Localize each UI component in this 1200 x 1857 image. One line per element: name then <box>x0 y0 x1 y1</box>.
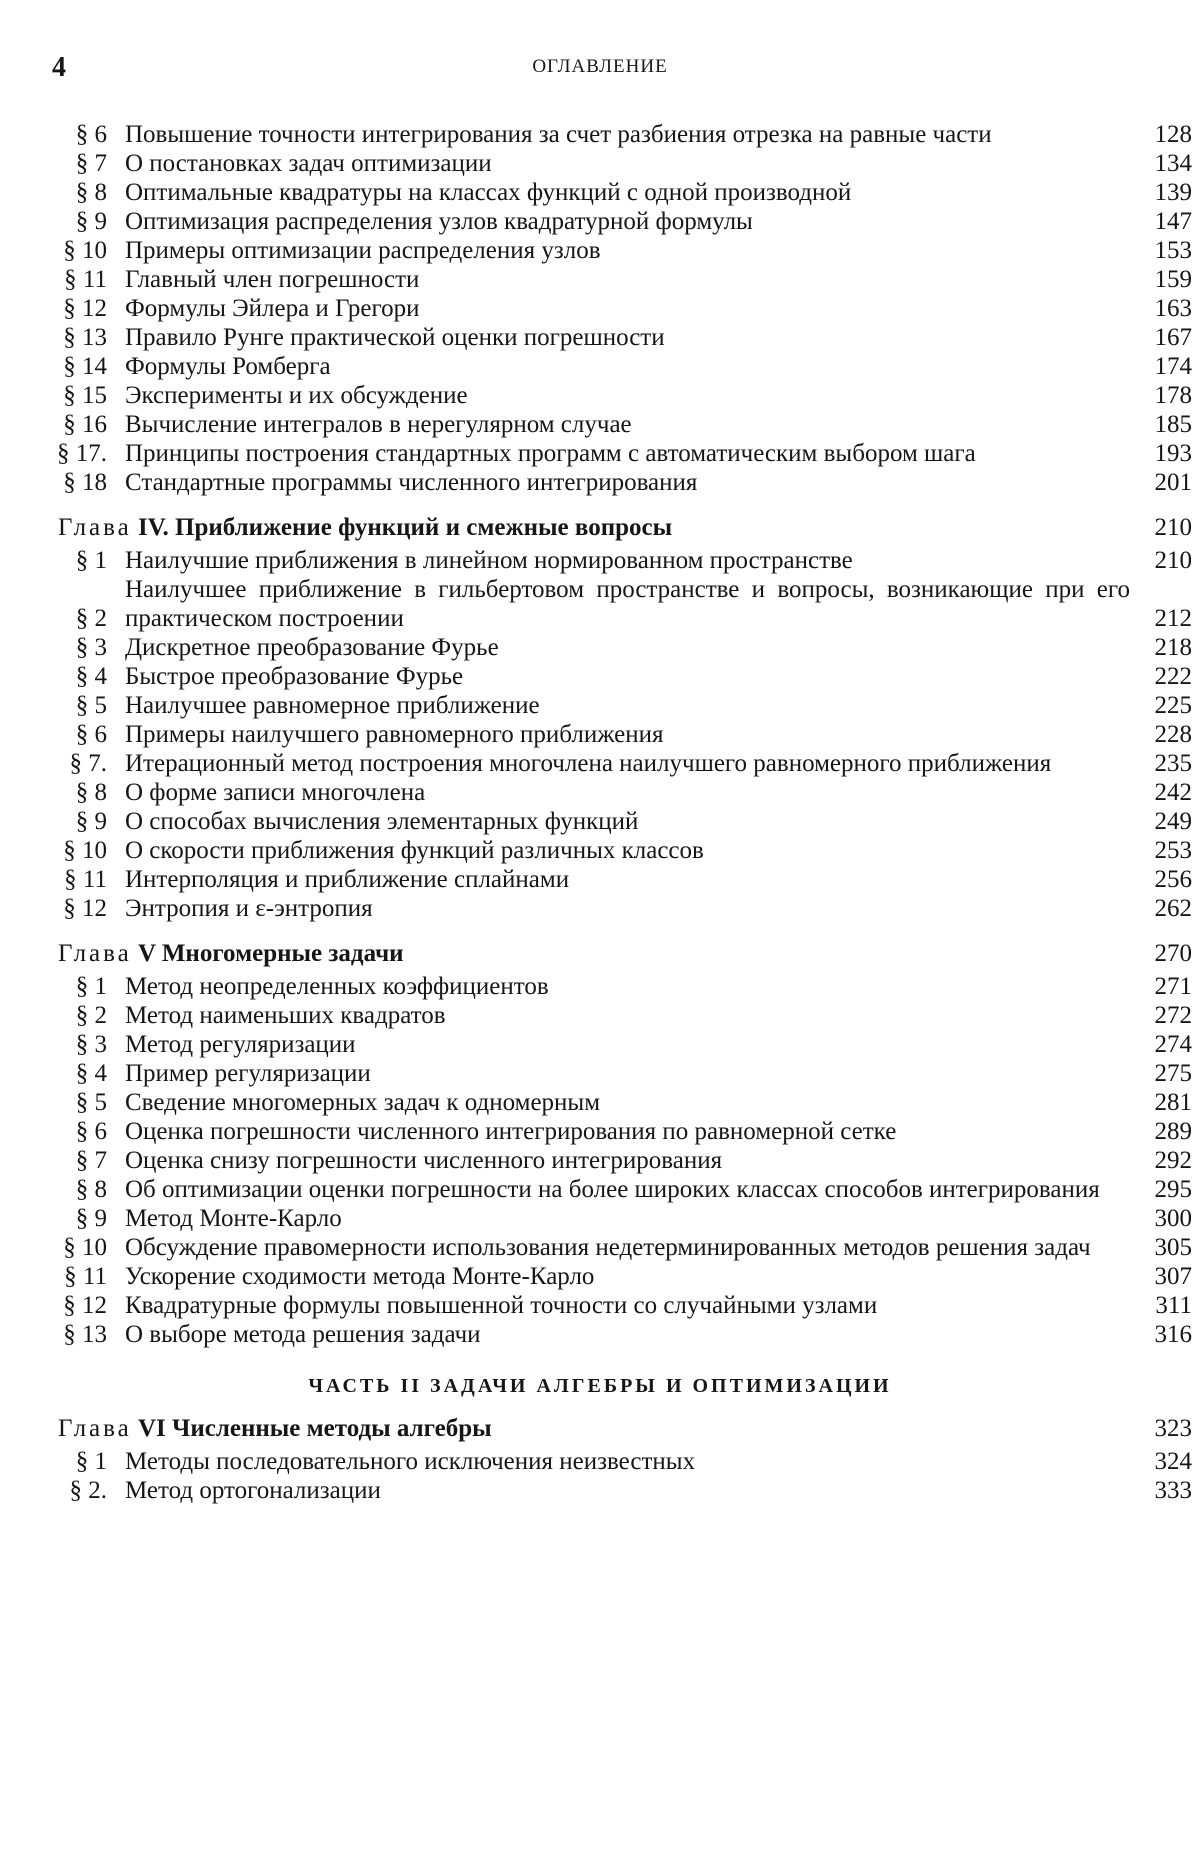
toc-entry[interactable] <box>0 691 1200 720</box>
toc-entry[interactable] <box>0 749 1200 778</box>
section-number: § 3 <box>75 1031 107 1058</box>
section-page: 256 <box>1154 866 1192 893</box>
toc-entry[interactable] <box>0 294 1200 323</box>
toc-entry[interactable] <box>0 1146 1200 1175</box>
section-page: 210 <box>1154 547 1192 574</box>
section-page: 253 <box>1154 837 1192 864</box>
section-page: 281 <box>1154 1089 1192 1116</box>
toc-entry[interactable] <box>0 149 1200 178</box>
section-number: § 8 <box>75 179 107 206</box>
section-page: 235 <box>1154 750 1192 777</box>
section-page: 292 <box>1154 1147 1192 1174</box>
section-number: § 6 <box>75 121 107 148</box>
section-title: Оценка снизу погрешности численного интегрирования <box>125 1147 723 1174</box>
toc-entry[interactable] <box>0 894 1200 923</box>
section-page: 300 <box>1154 1205 1192 1232</box>
section-number: § 8 <box>75 779 107 806</box>
section-title: Вычисление интегралов в нерегулярном случае <box>125 411 632 438</box>
section-title: Метод регуляризации <box>125 1031 356 1058</box>
section-page: 225 <box>1154 692 1192 719</box>
section-title: Примеры наилучшего равномерного приближения <box>125 721 664 748</box>
section-page: 163 <box>1154 295 1192 322</box>
section-title: Наилучшее приближение в гильбертовом пространстве и вопросы, возникающие при его практическом построении <box>125 576 1130 632</box>
chapter-label: Глава <box>58 514 132 541</box>
section-number: § 15 <box>63 382 107 409</box>
section-title: Энтропия и ε-энтропия <box>125 895 373 922</box>
toc-entry[interactable] <box>0 468 1200 497</box>
section-title: Быстрое преобразование Фурье <box>125 663 464 690</box>
section-title: Ускорение сходимости метода Монте-Карло <box>125 1263 595 1290</box>
section-title: Методы последовательного исключения неизвестных <box>125 1448 696 1475</box>
toc-entry[interactable] <box>0 1320 1200 1349</box>
section-title: О постановках задач оптимизации <box>125 150 492 177</box>
section-title: Оптимальные квадратуры на классах функций с одной производной <box>125 179 852 206</box>
toc-entry[interactable] <box>0 410 1200 439</box>
section-title: Интерполяция и приближение сплайнами <box>125 866 570 893</box>
section-title: Примеры оптимизации распределения узлов <box>125 237 601 264</box>
section-number: § 10 <box>63 837 107 864</box>
section-page: 193 <box>1154 440 1192 467</box>
chapter-label: Глава <box>58 940 132 967</box>
section-number: § 11 <box>64 1263 107 1290</box>
section-page: 333 <box>1154 1477 1192 1504</box>
section-title: О способах вычисления элементарных функций <box>125 808 639 835</box>
section-number: § 9 <box>75 208 107 235</box>
section-page: 218 <box>1154 634 1192 661</box>
section-number: § 16 <box>63 411 107 438</box>
section-title: Обсуждение правомерности использования недетерминированных методов решения задач <box>125 1234 1091 1261</box>
chapter-page: 323 <box>1154 1415 1192 1442</box>
toc-entry[interactable] <box>0 1030 1200 1059</box>
chapter-title: IV. Приближение функций и смежные вопросы <box>137 514 673 541</box>
section-number: § 6 <box>75 1118 107 1145</box>
section-title: Оценка погрешности численного интегрирования по равномерной сетке <box>125 1118 897 1145</box>
page-number: 4 <box>52 52 66 83</box>
toc-entry[interactable] <box>0 178 1200 207</box>
toc-entry[interactable] <box>0 1175 1200 1204</box>
section-page: 185 <box>1154 411 1192 438</box>
section-number: § 12 <box>63 1292 107 1319</box>
section-page: 212 <box>1154 605 1192 632</box>
section-title: Квадратурные формулы повышенной точности со случайными узлами <box>125 1292 878 1319</box>
chapter-page: 210 <box>1154 514 1192 541</box>
chapter-page: 270 <box>1154 940 1192 967</box>
section-page: 289 <box>1154 1118 1192 1145</box>
section-number: § 14 <box>63 353 107 380</box>
section-title: Главный член погрешности <box>125 266 420 293</box>
chapter-heading[interactable] <box>0 939 1200 968</box>
section-page: 324 <box>1154 1448 1192 1475</box>
toc-entry[interactable] <box>0 1291 1200 1320</box>
toc-entry[interactable] <box>0 439 1200 468</box>
section-page: 128 <box>1154 121 1192 148</box>
section-page: 307 <box>1154 1263 1192 1290</box>
section-page: 249 <box>1154 808 1192 835</box>
toc-entry[interactable] <box>0 265 1200 294</box>
toc-entry[interactable] <box>0 1117 1200 1146</box>
section-page: 274 <box>1154 1031 1192 1058</box>
section-title: Принципы построения стандартных программ с автоматическим выбором шага <box>125 440 976 467</box>
section-number: § 1 <box>75 547 107 574</box>
section-number: § 1 <box>75 1448 107 1475</box>
section-number: § 2. <box>69 1477 107 1504</box>
section-title: Стандартные программы численного интегрирования <box>125 469 698 496</box>
section-number: § 13 <box>63 324 107 351</box>
section-title: Оптимизация распределения узлов квадратурной формулы <box>125 208 753 235</box>
toc-entry[interactable] <box>0 836 1200 865</box>
toc-section <box>0 939 1200 1349</box>
section-title: Метод неопределенных коэффициентов <box>125 973 549 1000</box>
table-of-contents <box>0 120 1200 1505</box>
toc-section <box>0 513 1200 923</box>
toc-section <box>0 120 1200 497</box>
section-number: § 11 <box>64 266 107 293</box>
section-number: § 10 <box>63 237 107 264</box>
toc-section <box>0 1375 1200 1505</box>
section-number: § 7 <box>75 150 107 177</box>
section-title: Формулы Ромберга <box>125 353 331 380</box>
section-title: Правило Рунге практической оценки погрешности <box>125 324 665 351</box>
section-number: § 12 <box>63 295 107 322</box>
section-number: § 4 <box>75 1060 107 1087</box>
section-number: § 2 <box>75 1002 107 1029</box>
section-title: Дискретное преобразование Фурье <box>125 634 499 661</box>
toc-entry[interactable] <box>0 1088 1200 1117</box>
toc-entry[interactable] <box>0 1233 1200 1262</box>
toc-entry[interactable] <box>0 323 1200 352</box>
section-page: 316 <box>1154 1321 1192 1348</box>
section-title: О выборе метода решения задачи <box>125 1321 481 1348</box>
section-number: § 6 <box>75 721 107 748</box>
section-page: 305 <box>1154 1234 1192 1261</box>
chapter-heading[interactable] <box>0 513 1200 542</box>
section-title: Повышение точности интегрирования за счет разбиения отрезка на равные части <box>125 121 992 148</box>
toc-entry[interactable] <box>0 1476 1200 1505</box>
section-number: § 10 <box>63 1234 107 1261</box>
section-number: § 4 <box>75 663 107 690</box>
section-page: 275 <box>1154 1060 1192 1087</box>
chapter-title-group <box>58 513 1130 542</box>
section-number: § 11 <box>64 866 107 893</box>
running-head: ОГЛАВЛЕНИЕ <box>532 56 668 77</box>
section-title: Сведение многомерных задач к одномерным <box>125 1089 601 1116</box>
toc-entry[interactable] <box>0 865 1200 894</box>
section-title: Метод Монте-Карло <box>125 1205 342 1232</box>
section-page: 178 <box>1154 382 1192 409</box>
toc-entry[interactable] <box>0 352 1200 381</box>
section-number: § 5 <box>75 692 107 719</box>
toc-entry[interactable] <box>0 972 1200 1001</box>
chapter-title: V Многомерные задачи <box>137 940 404 967</box>
section-page: 222 <box>1154 663 1192 690</box>
toc-entry[interactable] <box>0 546 1200 575</box>
chapter-title: VI Численные методы алгебры <box>137 1415 492 1442</box>
section-number: § 17. <box>57 440 107 467</box>
section-number: § 7. <box>69 750 107 777</box>
chapter-title-group <box>58 1414 1130 1443</box>
section-page: 201 <box>1154 469 1192 496</box>
section-page: 174 <box>1154 353 1192 380</box>
toc-entry[interactable] <box>0 381 1200 410</box>
toc-entry[interactable] <box>0 236 1200 265</box>
toc-entry[interactable] <box>0 207 1200 236</box>
section-title: О скорости приближения функций различных классов <box>125 837 704 864</box>
section-page: 262 <box>1154 895 1192 922</box>
section-page: 228 <box>1154 721 1192 748</box>
section-title: Наилучшие приближения в линейном нормированном пространстве <box>125 547 853 574</box>
section-page: 311 <box>1155 1292 1192 1319</box>
toc-entry[interactable] <box>0 575 1200 633</box>
toc-entry[interactable] <box>0 1262 1200 1291</box>
section-number: § 5 <box>75 1089 107 1116</box>
section-page: 159 <box>1154 266 1192 293</box>
toc-entry[interactable] <box>0 778 1200 807</box>
section-title: О форме записи многочлена <box>125 779 426 806</box>
section-number: § 2 <box>75 605 107 632</box>
section-title: Формулы Эйлера и Грегори <box>125 295 420 322</box>
section-number: § 7 <box>75 1147 107 1174</box>
toc-entry[interactable] <box>0 1204 1200 1233</box>
section-number: § 13 <box>63 1321 107 1348</box>
section-title: Об оптимизации оценки погрешности на более широких классах способов интегрирования <box>125 1176 1100 1203</box>
section-page: 272 <box>1154 1002 1192 1029</box>
toc-entry[interactable] <box>0 120 1200 149</box>
section-number: § 9 <box>75 808 107 835</box>
section-title: Эксперименты и их обсуждение <box>125 382 468 409</box>
section-title: Пример регуляризации <box>125 1060 371 1087</box>
section-number: § 12 <box>63 895 107 922</box>
section-number: § 3 <box>75 634 107 661</box>
section-page: 153 <box>1154 237 1192 264</box>
toc-entry[interactable] <box>0 720 1200 749</box>
section-title: Метод ортогонализации <box>125 1477 381 1504</box>
section-number: § 8 <box>75 1176 107 1203</box>
section-page: 134 <box>1154 150 1192 177</box>
section-page: 139 <box>1154 179 1192 206</box>
section-number: § 9 <box>75 1205 107 1232</box>
toc-entry[interactable] <box>0 1001 1200 1030</box>
toc-entry[interactable] <box>0 1447 1200 1476</box>
chapter-title-group <box>58 939 1130 968</box>
section-page: 242 <box>1154 779 1192 806</box>
toc-entry[interactable] <box>0 1059 1200 1088</box>
section-page: 271 <box>1154 973 1192 1000</box>
section-title: Итерационный метод построения многочлена наилучшего равномерного приближения <box>125 750 1052 777</box>
toc-entry[interactable] <box>0 662 1200 691</box>
section-number: § 1 <box>75 973 107 1000</box>
section-title: Метод наименьших квадратов <box>125 1002 446 1029</box>
section-page: 167 <box>1154 324 1192 351</box>
section-page: 295 <box>1154 1176 1192 1203</box>
section-number: § 18 <box>63 469 107 496</box>
chapter-label: Глава <box>58 1415 132 1442</box>
part-heading: ЧАСТЬ II ЗАДАЧИ АЛГЕБРЫ И ОПТИМИЗАЦИИ <box>308 1375 892 1397</box>
chapter-heading[interactable] <box>0 1414 1200 1443</box>
section-title: Наилучшее равномерное приближение <box>125 692 540 719</box>
toc-entry[interactable] <box>0 633 1200 662</box>
toc-entry[interactable] <box>0 807 1200 836</box>
section-page: 147 <box>1154 208 1192 235</box>
